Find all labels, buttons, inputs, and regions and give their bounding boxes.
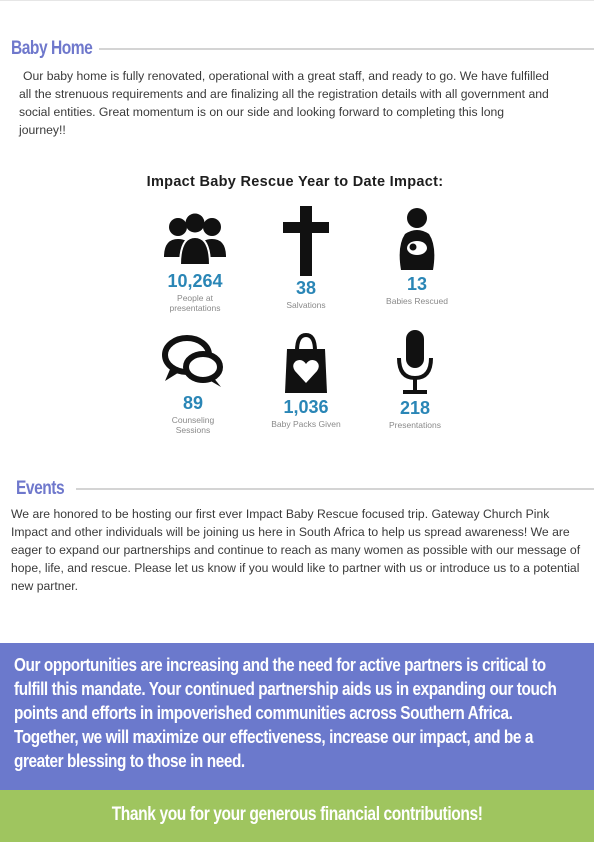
- stat-value: 38: [295, 278, 317, 298]
- thank-you-banner: [0, 790, 594, 842]
- stat-baby-packs: [251, 331, 361, 429]
- stat-salvations: [251, 206, 361, 310]
- events-text: We are honored to be hosting our first ever Impact Baby Rescue focused trip. Gateway Church Pink Impact and other individuals will be joining us here in South Africa to help us spread awareness! We are eager to expand our partnerships and continue to reach as many women as possible with our message of hope, life, and rescue. Please let us know if you would like to partner with us or introduce us to a potential new partner.: [11, 507, 581, 593]
- cross-icon: [281, 206, 331, 276]
- stat-value: 218: [399, 398, 431, 418]
- stat-label: Salvations: [286, 300, 326, 310]
- stat-presentations: [360, 330, 470, 430]
- events-rule: [76, 488, 594, 490]
- stat-value: 89: [182, 393, 204, 413]
- microphone-icon: [395, 330, 435, 396]
- baby-home-header: [11, 38, 594, 60]
- stat-value: 1,036: [283, 397, 329, 417]
- heart-bag-icon: [283, 331, 329, 395]
- speech-bubbles-icon: [161, 333, 225, 391]
- partnership-banner: [0, 643, 594, 790]
- baby-home-heading: Baby Home: [11, 38, 93, 59]
- thank-you-wrapper: [0, 804, 594, 826]
- top-divider: [0, 0, 594, 1]
- partnership-banner-text: Our opportunities are increasing and the need for active partners is critical to fulfill this mandate. Your continued partnership aids us in expanding our touch points and efforts in impoverished communities across Southern Africa. Together, we will maximize our effectiveness, increase our impact, and be a greater blessing to those in need.: [14, 654, 557, 771]
- stat-people: [140, 213, 250, 313]
- stat-value: 10,264: [167, 271, 223, 291]
- stat-label: Babies Rescued: [386, 296, 448, 306]
- impact-title: Impact Baby Rescue Year to Date Impact:: [146, 174, 444, 190]
- stat-label: People at presentations: [169, 293, 221, 313]
- stat-label: Presentations: [389, 420, 441, 430]
- thank-you-text: Thank you for your generous financial contributions!: [111, 804, 483, 825]
- stat-babies: [362, 206, 472, 306]
- baby-home-rule: [99, 48, 594, 50]
- impact-infographic: [110, 168, 480, 453]
- events-heading: Events: [16, 478, 65, 499]
- stat-value: 13: [406, 274, 428, 294]
- baby-icon: [395, 206, 439, 272]
- baby-home-text: Our baby home is fully renovated, operational with a great staff, and ready to go. We have fulfilled all the strenuous requirements and are finalizing all the registration details with all government and social entities. Great momentum is on our side and looking forward to completing this long journey!!: [19, 69, 549, 137]
- stat-label: Baby Packs Given: [271, 419, 341, 429]
- stat-counseling: [138, 333, 248, 435]
- events-header: [16, 478, 594, 500]
- people-group-icon: [162, 213, 228, 269]
- stat-label: Counseling Sessions: [171, 415, 215, 435]
